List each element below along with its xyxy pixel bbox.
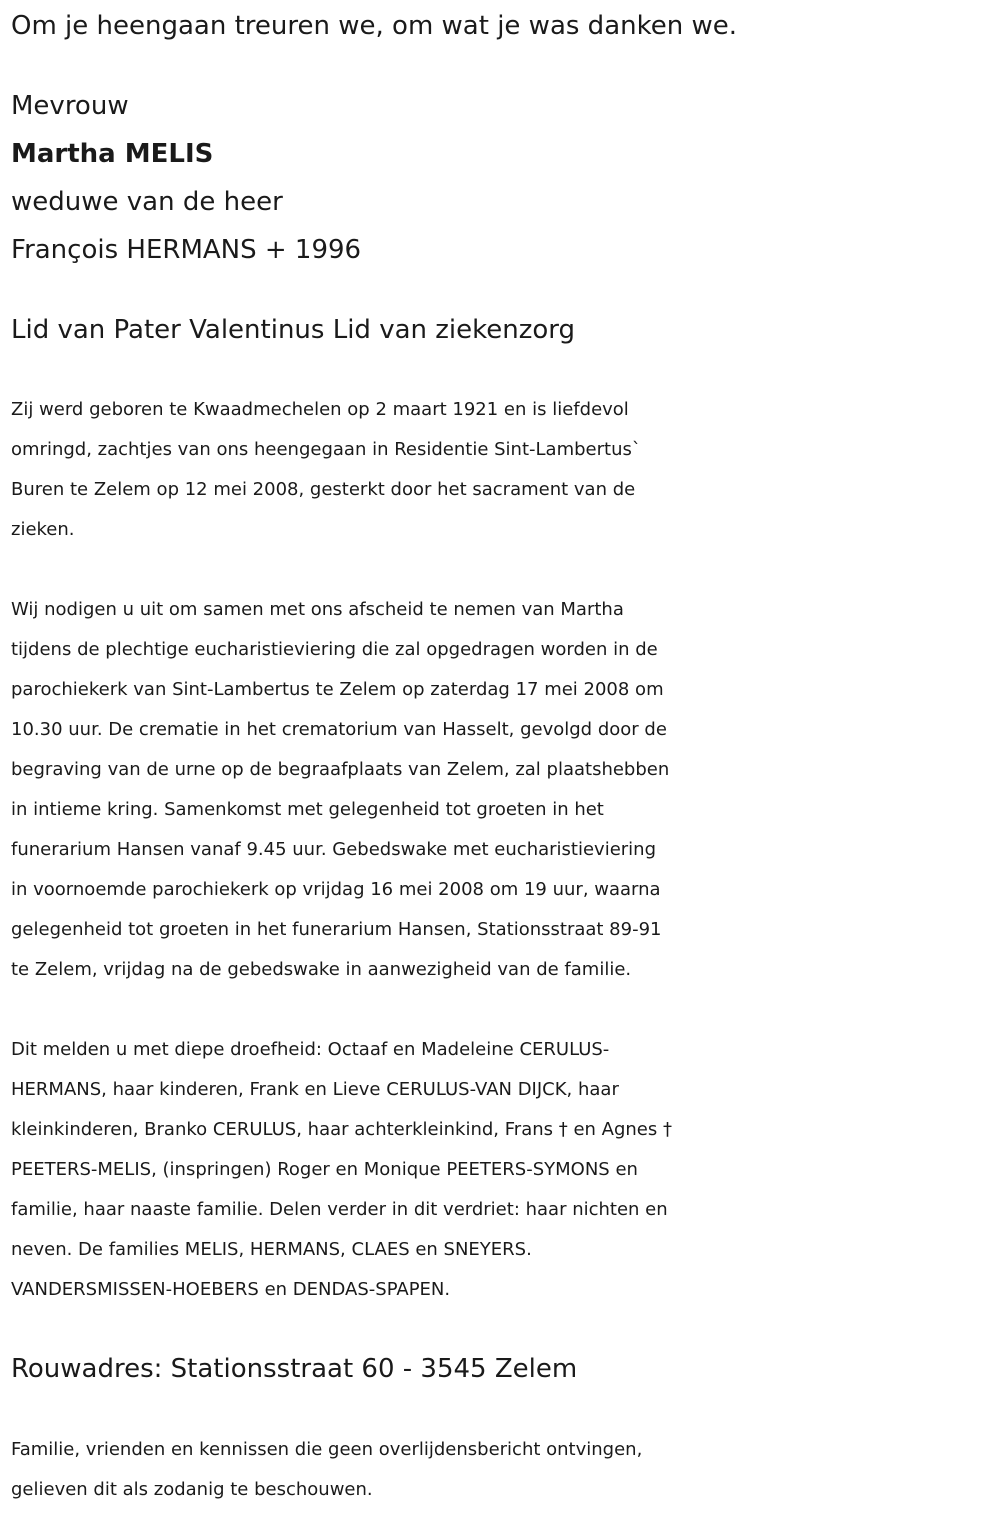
paragraph-line: gelieven dit als zodanig te beschouwen.	[11, 1479, 373, 1500]
deceased-name: Martha MELIS	[11, 139, 214, 169]
mourning-address: Rouwadres: Stationsstraat 60 - 3545 Zelem	[11, 1354, 578, 1384]
memberships: Lid van Pater Valentinus Lid van ziekenzorg	[11, 315, 576, 345]
relation: weduwe van de heer	[11, 187, 283, 217]
paragraph-line: begraving van de urne op de begraafplaats van Zelem, zal plaatshebben	[11, 759, 670, 780]
paragraph-line: PEETERS-MELIS, (inspringen) Roger en Monique PEETERS-SYMONS en	[11, 1159, 638, 1180]
paragraph-line: neven. De families MELIS, HERMANS, CLAES en SNEYERS.	[11, 1239, 532, 1260]
paragraph-line: familie, haar naaste familie. Delen verder in dit verdriet: haar nichten en	[11, 1199, 668, 1220]
paragraph-line: Buren te Zelem op 12 mei 2008, gesterkt door het sacrament van de	[11, 479, 636, 500]
closing-paragraph	[11, 1430, 996, 1510]
paragraph-line: in intieme kring. Samenkomst met gelegenheid tot groeten in het	[11, 799, 604, 820]
ceremony-paragraph	[11, 590, 996, 990]
paragraph-line: tijdens de plechtige eucharistieviering die zal opgedragen worden in de	[11, 639, 658, 660]
paragraph-line: gelegenheid tot groeten in het funerarium Hansen, Stationsstraat 89-91	[11, 919, 662, 940]
paragraph-line: Familie, vrienden en kennissen die geen overlijdensbericht ontvingen,	[11, 1439, 643, 1460]
paragraph-line: funerarium Hansen vanaf 9.45 uur. Gebedswake met eucharistieviering	[11, 839, 657, 860]
paragraph-line: 10.30 uur. De crematie in het crematorium van Hasselt, gevolgd door de	[11, 719, 667, 740]
paragraph-line: in voornoemde parochiekerk op vrijdag 16 mei 2008 om 19 uur, waarna	[11, 879, 661, 900]
motto: Om je heengaan treuren we, om wat je was danken we.	[11, 11, 737, 41]
paragraph-line: Wij nodigen u uit om samen met ons afscheid te nemen van Martha	[11, 599, 624, 620]
family-paragraph	[11, 1030, 996, 1310]
paragraph-line: kleinkinderen, Branko CERULUS, haar achterkleinkind, Frans † en Agnes †	[11, 1119, 672, 1140]
paragraph-line: zieken.	[11, 519, 75, 540]
birth-death-paragraph	[11, 390, 996, 550]
paragraph-line: VANDERSMISSEN-HOEBERS en DENDAS-SPAPEN.	[11, 1279, 451, 1300]
paragraph-line: Dit melden u met diepe droefheid: Octaaf en Madeleine CERULUS-	[11, 1039, 610, 1060]
paragraph-line: Zij werd geboren te Kwaadmechelen op 2 maart 1921 en is liefdevol	[11, 399, 629, 420]
paragraph-line: parochiekerk van Sint-Lambertus te Zelem op zaterdag 17 mei 2008 om	[11, 679, 664, 700]
paragraph-line: te Zelem, vrijdag na de gebedswake in aanwezigheid van de familie.	[11, 959, 632, 980]
honorific: Mevrouw	[11, 91, 129, 121]
spouse: François HERMANS + 1996	[11, 235, 362, 265]
paragraph-line: omringd, zachtjes van ons heengegaan in Residentie Sint-Lambertus`	[11, 439, 641, 460]
paragraph-line: HERMANS, haar kinderen, Frank en Lieve CERULUS-VAN DIJCK, haar	[11, 1079, 619, 1100]
